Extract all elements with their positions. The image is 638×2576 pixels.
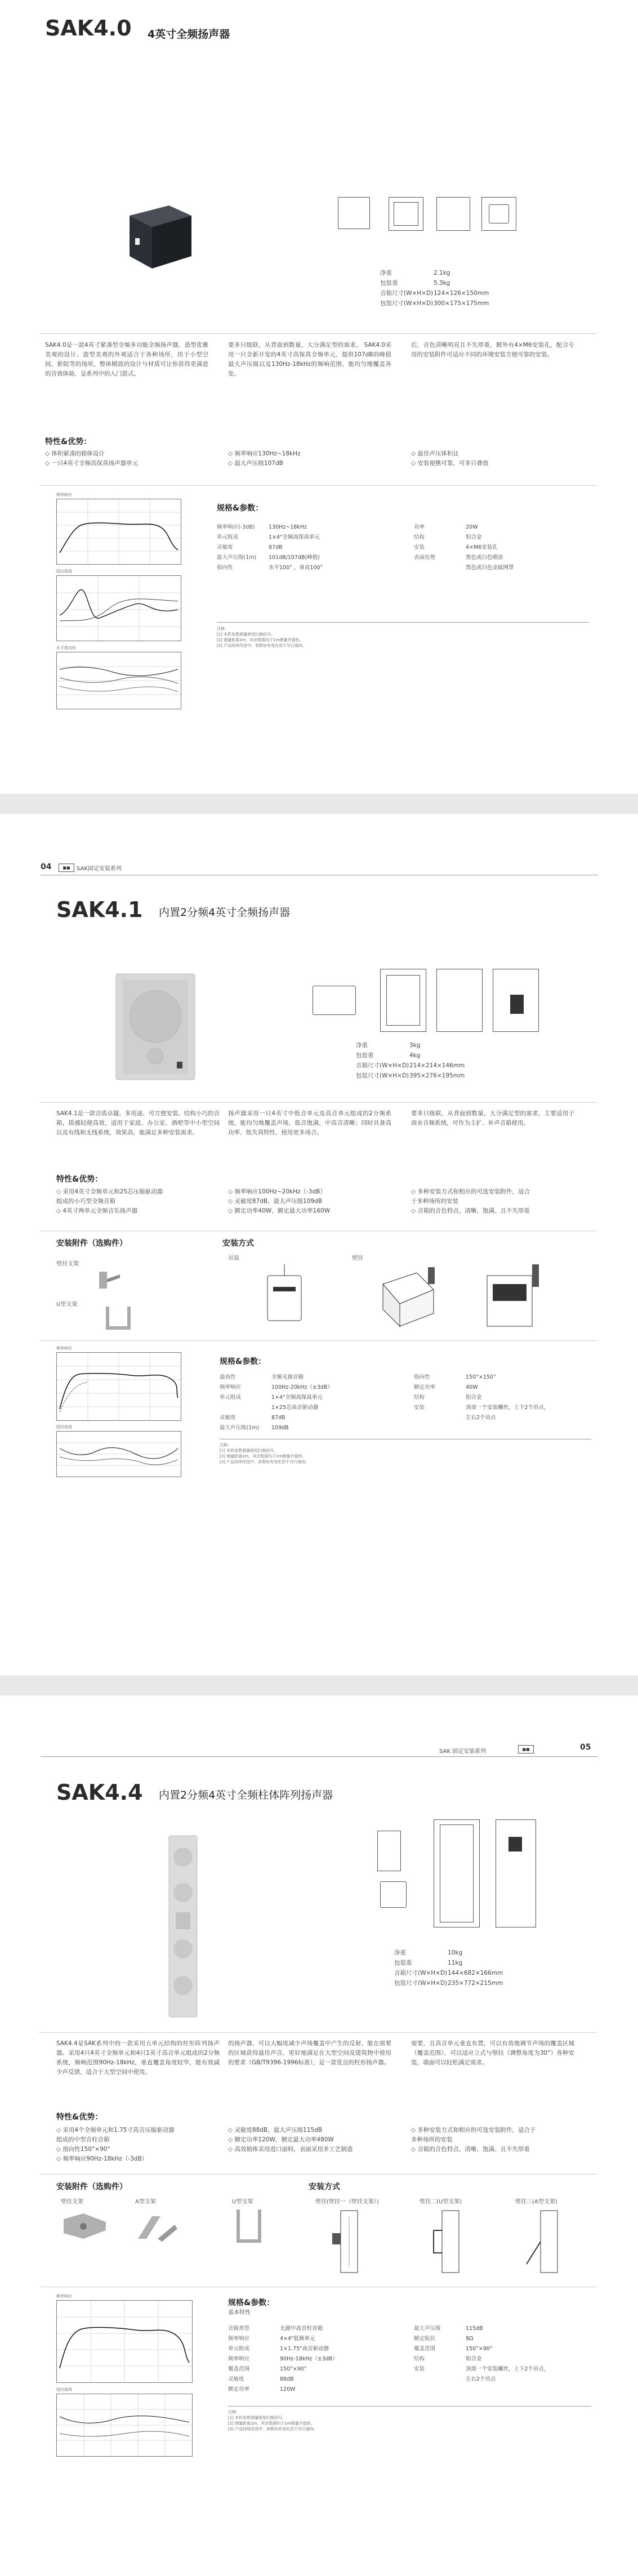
- wall-bracket-image: [61, 2211, 111, 2244]
- spec-key: 覆盖范围: [414, 2346, 436, 2352]
- description-col-1: SAK4.1是一款音质卓越、多用途、可方便安装、结构小巧的音箱，质感轻便高效，适用于家庭、办公室、酒吧等中小型空间以及有线和无线系统，效果高，能满足多种安装需求。: [56, 1110, 220, 1136]
- impedance-graph: [56, 575, 181, 641]
- tech-drawings-sak40: [332, 191, 546, 236]
- kv-key: 包装尺寸(W×H×D): [380, 300, 434, 307]
- mount-illustration-1: [253, 1264, 315, 1326]
- spec-value: 顶部一个安装螺丝，上下2个吊点，: [466, 1405, 550, 1411]
- mounting-title: 安装方式: [309, 2183, 340, 2192]
- spec-key: 灵敏度: [228, 2376, 244, 2382]
- spec-value: 黑色或白色金属网罩: [466, 565, 514, 571]
- feature-item: 多种场所的安装: [411, 2136, 453, 2143]
- spec-value: 101dB/107dB(峰值): [269, 554, 320, 561]
- feature-item: 组成的小巧型全频音箱: [56, 1198, 115, 1205]
- feature-item: ◇ 频率响应90Hz-18kHz（-3dB）: [56, 2155, 148, 2162]
- mounting-label: 壁挂二(U型支架): [420, 2199, 462, 2205]
- spec-table-left: [228, 2324, 338, 2395]
- spec-key: 最大声压级(1m): [220, 1425, 260, 1431]
- features-col-2: [228, 2126, 353, 2154]
- kv-key: 包装重: [356, 1052, 374, 1059]
- spec-key: 灵敏度: [220, 1415, 236, 1421]
- notes: [217, 626, 588, 649]
- kv-value: 11kg: [448, 1960, 463, 1966]
- features-col-1: [56, 1187, 163, 1216]
- weight-dimension-table: [394, 1948, 503, 1988]
- spec-key: 单元组成: [220, 1394, 242, 1401]
- kv-key: 包装尺寸(W×H×D): [356, 1072, 409, 1079]
- feature-item: ◇ 体积紧凑的箱体设计: [45, 450, 105, 457]
- spec-value: 109dB: [271, 1425, 289, 1431]
- note-item: [2] 测量距离1m，其余数据均于1m测量并提供。: [228, 2421, 315, 2426]
- directivity-graph: [56, 652, 181, 709]
- spec-value: 铝合金: [466, 2356, 482, 2362]
- description-col-1: SAK4.4是SAK系列中的一款采用五单元结构的柱形阵列扬声器。采用4只4英寸全频单元和4只1英寸高音单元组成的2分频系统，频响范围90Hz-18kHz，垂直覆盖角度较窄，能有效减少声反馈，适合于大型空间中使用。: [56, 2040, 220, 2076]
- feature-item: ◇ 频率响应100Hz~20kHz（-3dB）: [228, 1188, 326, 1195]
- description-col-3: 后，音色清晰明亮且不失厚重，额外有4×M6安装孔，配合专用的安装附件可适应不同的环境安装方便可靠的安装。: [411, 342, 574, 358]
- kv-key: 音箱尺寸(W×H×D): [394, 1970, 448, 1976]
- spec-key: 覆盖范围: [228, 2366, 250, 2372]
- spec-value: 黑色或白色喷涂: [466, 554, 503, 561]
- product-photo-sak40: [118, 200, 197, 273]
- spec-value: 87dB: [271, 1415, 285, 1421]
- graph-title: 阻抗曲线: [56, 2387, 72, 2392]
- tech-drawings-sak44: [372, 1814, 569, 1932]
- spec-key: 功率: [414, 524, 425, 530]
- features-col-1: [56, 2126, 174, 2164]
- spec-key: [220, 1403, 271, 1413]
- features-title: 特性&优势：: [45, 437, 92, 446]
- spec-key: 频率响应: [228, 2336, 250, 2342]
- spec-key: 最高性: [220, 1374, 236, 1380]
- feature-item: ◇ 4英寸两单元全频音乐扬声器: [56, 1208, 138, 1214]
- kv-value: 3kg: [409, 1042, 421, 1049]
- spec-key: 单元组成: [217, 534, 239, 540]
- spec-table-right: [414, 1372, 550, 1423]
- feature-item: ◇ 额定功率120W，额定最大功率480W: [228, 2136, 334, 2143]
- spec-title: 规格&参数：: [220, 1357, 266, 1366]
- feature-item: ◇ 音箱的音色特点，清晰、饱满、且不失厚重: [411, 1208, 530, 1214]
- accessory-label: U型支架: [56, 1302, 78, 1308]
- mounting-title: 安装方式: [222, 1239, 254, 1248]
- tech-drawings-sak41: [313, 963, 577, 1036]
- kv-key: 净重: [380, 270, 392, 276]
- u-bracket-image: [101, 1304, 135, 1332]
- spec-value: 无源中高音柱音箱: [280, 2325, 323, 2332]
- spec-value: 4×4"低频单元: [280, 2336, 315, 2342]
- page-sak41: [0, 814, 638, 1675]
- notes: [220, 1442, 591, 1465]
- kv-value: 214×214×146mm: [409, 1062, 465, 1069]
- mounting-label: 吊装: [228, 1255, 239, 1262]
- model-title: SAK4.0: [45, 16, 132, 41]
- spec-key: 指向性: [414, 1374, 430, 1380]
- feature-item: ◇ 高效箱体采用进口面料，表面采用多工艺制造: [228, 2146, 353, 2153]
- notes-title: 注释:: [228, 2410, 238, 2414]
- spec-value: 全频无源音箱: [271, 1374, 304, 1380]
- spec-value: 115dB: [466, 2325, 483, 2332]
- spec-key: 结构: [414, 1394, 425, 1401]
- spec-key: 表面处理: [414, 554, 436, 561]
- spec-table-right: [414, 522, 514, 573]
- kv-key: 包装重: [380, 280, 398, 287]
- notes: [228, 2409, 591, 2432]
- accessory-label: 壁挂支架: [61, 2199, 83, 2205]
- feature-item: ◇ 采用4英寸全频单元和25芯压缩驱动器: [56, 1188, 163, 1195]
- mounting-label: 壁挂(壁挂一（壁挂支架）): [315, 2199, 379, 2205]
- model-title: SAK4.1: [56, 897, 143, 922]
- feature-item: ◇ 灵敏度88dB，最大声压级115dB: [228, 2127, 323, 2134]
- description-col-1: SAK4.0是一款4英寸紧凑型全频多功能全频扬声器，造型优雅美观的设计。造型美观的外观适合于各种场所，用于小型空间、影院等的场所，整体精致的设计与材质可让你获得更满意的音效体验，是系列中的入门款式。: [45, 342, 208, 377]
- spec-key: [414, 563, 466, 573]
- mounting-label: 壁挂三(A型支架): [515, 2199, 557, 2205]
- spec-value: 顶部一个安装螺丝，上下2个吊点，: [466, 2366, 550, 2372]
- spec-value: 150°×90°: [280, 2366, 307, 2372]
- kv-value: 2.1kg: [434, 270, 450, 276]
- running-header: SAK固定安装系列: [77, 866, 122, 872]
- model-subtitle: 4英寸全频扬声器: [148, 28, 230, 41]
- spec-value: 100Hz-20kHz（±3dB）: [271, 1384, 333, 1390]
- kv-key: 净重: [356, 1042, 368, 1049]
- note-item: [3] 产品持续改进中，参数如有变化恕不另行通知。: [220, 1460, 310, 1464]
- impedance-graph: [56, 1431, 181, 1477]
- spec-key: [414, 2374, 466, 2385]
- spec-key: 灵敏度: [217, 544, 233, 551]
- brand-logo: ◼◼: [518, 1745, 534, 1754]
- spec-table-left: [220, 1372, 333, 1433]
- features-title: 特性&优势：: [56, 2113, 103, 2122]
- spec-key: 指向性: [217, 565, 233, 571]
- kv-value: 4kg: [409, 1052, 421, 1059]
- kv-value: 144×682×166mm: [448, 1970, 503, 1976]
- spec-key: 频率响应: [228, 2356, 250, 2362]
- kv-value: 300×175×175mm: [434, 300, 489, 307]
- feature-item: ◇ 最佳声压体积比: [411, 450, 459, 457]
- spec-value: 铝合金: [466, 534, 482, 540]
- spec-value: 88dB: [280, 2376, 294, 2382]
- spec-key: 频率响应(-3dB): [217, 524, 255, 530]
- u-bracket-image: [232, 2207, 266, 2246]
- notes-title: 注释:: [217, 627, 226, 631]
- kv-key: 音箱尺寸(W×H×D): [356, 1062, 409, 1069]
- accessory-label: A型支架: [135, 2199, 156, 2205]
- page-separator: [0, 1675, 638, 1696]
- spec-key: 单元组成: [228, 2346, 250, 2352]
- spec-value: 水平100° ，垂直100°: [269, 565, 323, 571]
- spec-key: 安装: [414, 544, 425, 551]
- features-title: 特性&优势：: [56, 1175, 103, 1184]
- kv-key: 净重: [394, 1949, 406, 1956]
- feature-item: ◇ 安装便携可靠，可多只叠放: [411, 460, 489, 467]
- mount-illustration-3: [524, 2208, 569, 2275]
- mount-illustration-3: [476, 1262, 549, 1329]
- spec-value: 130Hz~18kHz: [269, 524, 307, 530]
- features-col-2: [228, 449, 301, 468]
- note-item: [1] 本机参数测量使用扫频信号。: [220, 1448, 278, 1453]
- spec-key: 结构: [414, 2356, 425, 2362]
- running-header: SAK 固定安装系列: [439, 1748, 487, 1755]
- accessory-label: 壁挂支架: [56, 1261, 79, 1267]
- kv-value: 124×126×150mm: [434, 290, 489, 297]
- spec-key: 额定功率: [414, 1384, 436, 1390]
- notes-title: 注释:: [220, 1443, 229, 1447]
- product-photo-sak41: [110, 972, 200, 1082]
- spec-table-right: [414, 2324, 550, 2385]
- brand-logo: ◼◼: [59, 864, 74, 872]
- graph-title: 阻抗曲线: [56, 569, 72, 574]
- spec-key: 最大声压级(1m): [217, 554, 257, 561]
- page-number: 04: [41, 862, 52, 871]
- page-sak40: [0, 0, 638, 794]
- spec-key: 额定阻抗: [414, 2336, 436, 2342]
- feature-item: ◇ 最大声压级107dB: [228, 460, 283, 467]
- spec-value: 左右2个吊点: [466, 1415, 496, 1421]
- description-col-3: 要多只级联，从背面到数量，大分满足型的需求，主要适用于商业音频系统，可作为主扩、补声音箱使用。: [411, 1110, 574, 1126]
- description-col-3: 需要，且高音单元垂直布置，可以有效地调节声场的覆盖区域（覆盖范围），可以适应立式与壁挂（调整角度为30°）各种安装，墙面可以轻松满足需求。: [411, 2040, 574, 2066]
- description-col-2: 要多只级联，从背面到数量，大分满足型的需求。 SAK4.0采用一只全新开发的4英寸高保真全频单元，提供107dB的峰值最大声压级以及130Hz-18kHz的频响范围，能均匀地覆盖各处。: [228, 342, 391, 377]
- spec-key: 安装: [414, 2366, 425, 2372]
- features-col-1: [45, 449, 138, 468]
- graph-title: 阻抗曲线: [56, 1425, 72, 1429]
- feature-item: ◇ 多种安装方式和相应的可选安装附件，适合于: [411, 2127, 536, 2134]
- accessory-label: U型支架: [232, 2199, 253, 2205]
- spec-value: 150°×150°: [466, 1374, 496, 1380]
- feature-item: 于多种场所的安装: [411, 1198, 458, 1205]
- spec-value: 40W: [466, 1384, 478, 1390]
- note-item: [1] 本机参数测量使用扫频信号。: [228, 2416, 287, 2420]
- spec-value: 1×25芯高音驱动器: [271, 1405, 319, 1411]
- note-item: [3] 产品持续改进中，参数如有变化恕不另行通知。: [217, 643, 307, 648]
- spec-value: 8Ω: [466, 2336, 474, 2342]
- weight-dimension-table: [380, 268, 489, 308]
- a-bracket-image: [135, 2211, 180, 2244]
- spec-value: 左右2个吊点: [466, 2376, 496, 2382]
- spec-value: 90Hz-18kHz（±3dB）: [280, 2356, 338, 2362]
- spec-value: 铝合金: [466, 1394, 482, 1401]
- graph-title: 频率响应: [56, 493, 72, 497]
- page-separator: [0, 794, 638, 814]
- kv-key: 包装尺寸(W×H×D): [394, 1980, 448, 1987]
- frequency-response-graph: [56, 1352, 181, 1421]
- frequency-response-graph: [56, 2300, 193, 2383]
- graph-title: 频率响应: [56, 2294, 72, 2298]
- features-col-2: [228, 1187, 330, 1216]
- spec-value: 1×1.75"高音驱动器: [280, 2346, 329, 2352]
- page-sak44: [0, 1696, 638, 2576]
- features-col-3: [411, 449, 488, 468]
- wall-bracket-image: [95, 1269, 123, 1291]
- spec-value: 87dB: [269, 544, 283, 551]
- model-title: SAK4.4: [56, 1780, 143, 1805]
- product-photo-sak44: [163, 1833, 203, 2019]
- mount-illustration-1: [327, 2208, 372, 2275]
- feature-item: ◇ 指向性150°×90°: [56, 2146, 110, 2153]
- spec-key: 频率响应: [220, 1384, 242, 1390]
- spec-value: 4×M6安装孔: [466, 544, 498, 551]
- feature-item: ◇ 额定功率40W，额定最大功率160W: [228, 1208, 331, 1214]
- spec-key: 安装: [414, 1405, 425, 1411]
- description-col-2: 的扬声器，可以大幅度减少声场覆盖中产生的反射，能在需要的区域获得最佳声音，更好地满足在大型空间及建筑物中使用的要求（GB/T9396-1996标准），是一款优良的柱形扬声器。: [228, 2040, 391, 2066]
- feature-item: ◇ 采用4个全频单元和1.75寸高音压缩驱动器: [56, 2127, 175, 2134]
- spec-key: 音箱类型: [228, 2325, 250, 2332]
- kv-value: 395×276×195mm: [409, 1072, 465, 1079]
- kv-value: 10kg: [448, 1949, 463, 1956]
- spec-value: 1×4"全频高保真单元: [271, 1394, 323, 1401]
- kv-key: 音箱尺寸(W×H×D): [380, 290, 434, 297]
- spec-value: 20W: [466, 524, 478, 530]
- note-item: [1] 本机参数测量使用扫频信号。: [217, 632, 275, 637]
- accessories-title: 安装附件（选购件）: [56, 2183, 127, 2192]
- frequency-response-graph: [56, 499, 181, 565]
- spec-table-left: [217, 522, 323, 573]
- feature-item: ◇ 灵敏度87dB，最大声压级109dB: [228, 1198, 323, 1205]
- spec-value: 1×4"全频高保真单元: [269, 534, 320, 540]
- description-col-2: 扬声器采用一只4英寸中低音单元及高音单元组成的2分频系统，能均匀地覆盖声场，低音饱满，中高音清晰；同时具备高功率、低失真特性，使用更多场合。: [228, 1110, 391, 1136]
- model-subtitle: 内置2分频4英寸全频柱体阵列扬声器: [159, 1789, 333, 1801]
- note-item: [3] 产品持续改进中，参数如有变化恕不另行通知。: [228, 2427, 318, 2431]
- features-col-3: [411, 2126, 536, 2154]
- spec-subheader: 基本特性: [228, 2310, 251, 2316]
- note-item: [2] 测量距离1m，其余数据均于1m测量并提供。: [220, 1454, 306, 1459]
- impedance-graph: [56, 2394, 193, 2457]
- mount-illustration-2: [372, 1262, 445, 1329]
- feature-item: ◇ 多种安装方式和相应的可选安装附件，适合: [411, 1188, 530, 1195]
- accessories-title: 安装附件（选购件）: [56, 1239, 127, 1248]
- feature-item: 组成的中型音柱音箱: [56, 2136, 110, 2143]
- kv-key: 包装重: [394, 1960, 412, 1966]
- weight-dimension-table: [356, 1040, 465, 1081]
- model-subtitle: 内置2分频4英寸全频扬声器: [159, 906, 291, 919]
- note-item: [2] 测量距离1m，其余数据均于1m测量并提供。: [217, 638, 304, 642]
- kv-value: 235×772×215mm: [448, 1980, 503, 1987]
- kv-value: 5.3kg: [434, 280, 450, 287]
- mounting-label: 壁挂: [352, 1255, 363, 1262]
- mount-illustration-2: [428, 2208, 473, 2275]
- graph-title: 水平指向性: [56, 646, 76, 650]
- spec-value: 120W: [280, 2386, 296, 2392]
- spec-key: [414, 1413, 466, 1423]
- feature-item: ◇ 频率响应130Hz~18kHz: [228, 450, 301, 457]
- spec-value: 150°×90°: [466, 2346, 493, 2352]
- spec-key: 最大声压级: [414, 2325, 441, 2332]
- page-number: 05: [580, 1743, 591, 1752]
- spec-title: 规格&参数：: [217, 504, 264, 513]
- graph-title: 频率响应: [56, 1346, 72, 1350]
- spec-key: 额定功率: [228, 2386, 250, 2392]
- spec-key: 结构: [414, 534, 425, 540]
- feature-item: ◇ 音箱的音色特点，清晰、饱满、且不失厚重: [411, 2146, 530, 2153]
- features-col-3: [411, 1187, 530, 1216]
- spec-title: 规格&参数：: [228, 2298, 275, 2307]
- feature-item: ◇ 一只4英寸全频高保真扬声器单元: [45, 460, 139, 467]
